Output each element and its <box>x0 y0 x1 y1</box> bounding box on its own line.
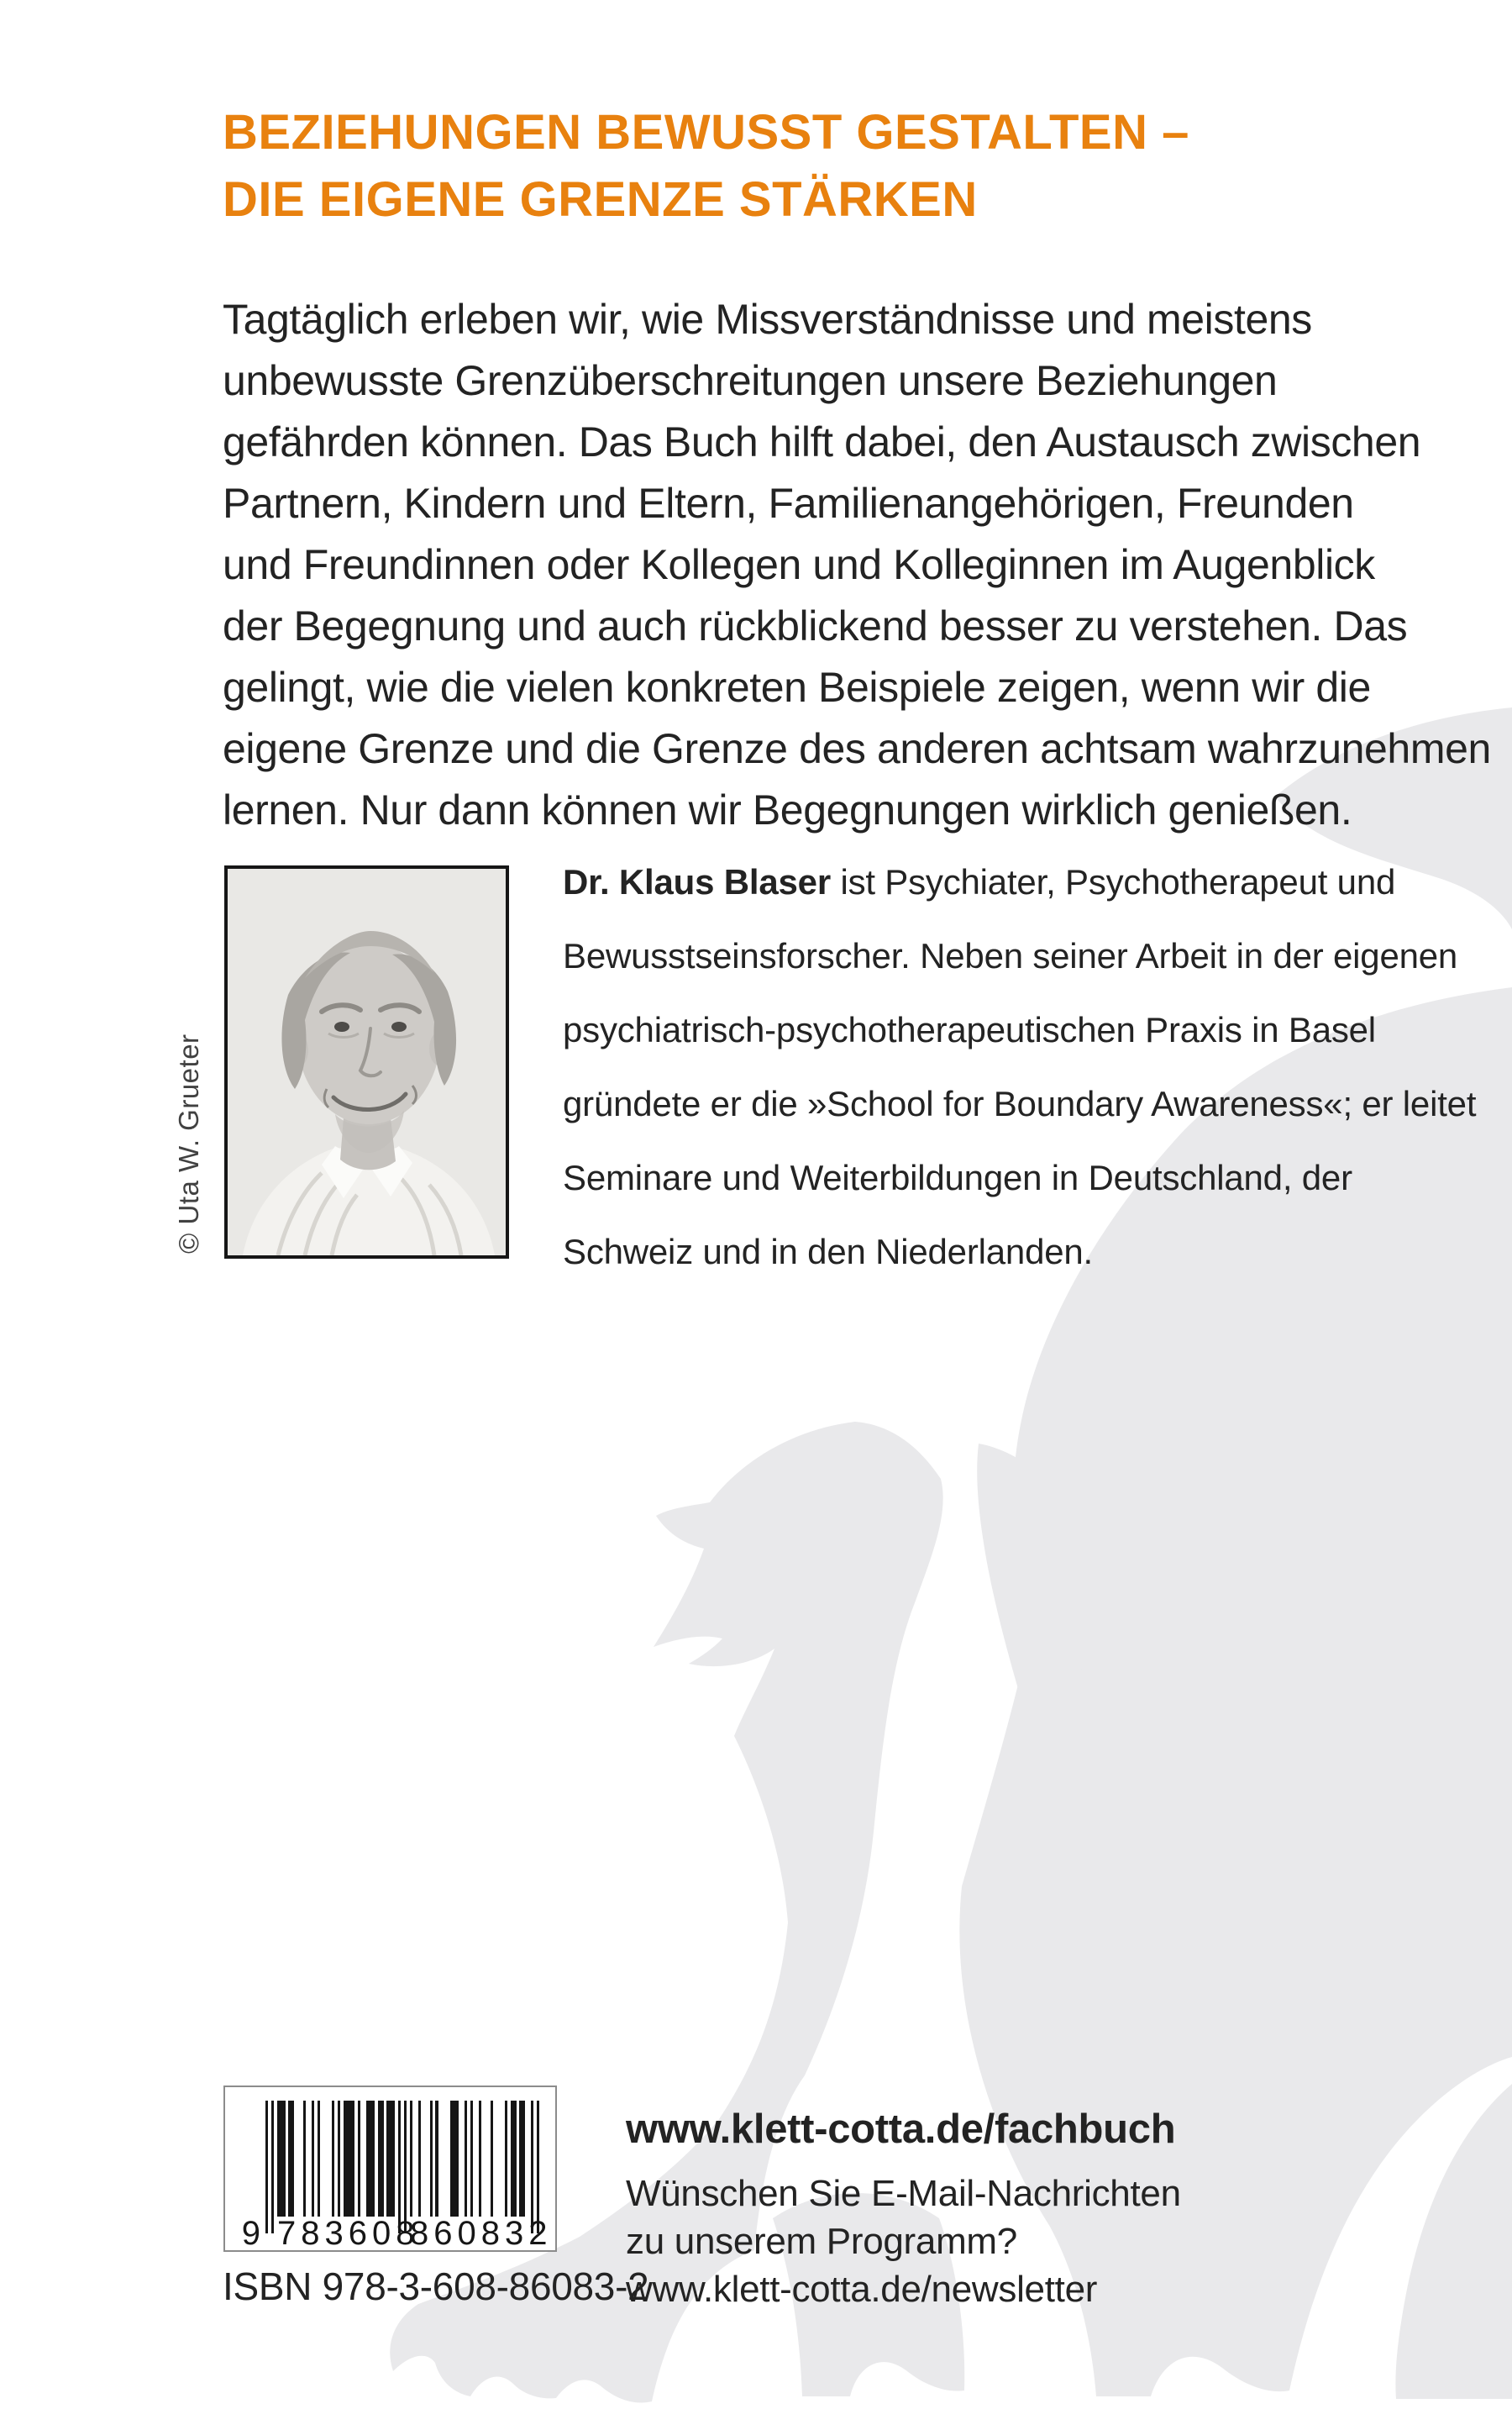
intro-line: unbewusste Grenzüberschreitungen unsere Beziehungen <box>223 357 1278 404</box>
photo-credit: © Uta W. Grueter <box>173 1034 204 1254</box>
intro-line: eigene Grenze und die Grenze des anderen achtsam wahrzunehmen <box>223 725 1491 772</box>
author-name: Dr. Klaus Blaser <box>563 862 831 902</box>
intro-paragraph <box>223 289 1491 841</box>
bio-line: Schweiz und in den Niederlanden. <box>563 1232 1094 1271</box>
bio-line-rest: ist Psychiater, Psychotherapeut und <box>830 862 1396 902</box>
ean-barcode <box>223 2086 557 2252</box>
isbn-label: ISBN 978-3-608-86083-2 <box>223 2264 649 2308</box>
bio-line: gründete er die »School for Boundary Awareness«; er leitet <box>563 1084 1477 1123</box>
page-title <box>223 99 1189 234</box>
newsletter-line: zu unserem Programm? <box>626 2221 1017 2262</box>
author-portrait-illustration <box>228 869 506 1255</box>
intro-line: der Begegnung und auch rückblickend besser zu verstehen. Das <box>223 602 1408 650</box>
intro-line: lernen. Nur dann können wir Begegnungen wirklich genießen. <box>223 786 1352 834</box>
author-photo <box>224 865 509 1259</box>
barcode-digits <box>241 2215 553 2252</box>
intro-line: gefährden können. Das Buch hilft dabei, den Austausch zwischen <box>223 418 1421 465</box>
bio-line: psychiatrisch-psychotherapeutischen Praxis in Basel <box>563 1010 1376 1049</box>
bio-line <box>563 845 1476 919</box>
bio-line: Bewusstseinsforscher. Neben seiner Arbeit in der eigenen <box>563 936 1458 976</box>
page-title-line1: BEZIEHUNGEN BEWUSST GESTALTEN – <box>223 105 1189 160</box>
barcode-digit-group2: 860832 <box>410 2215 553 2252</box>
newsletter-line: Wünschen Sie E-Mail-Nachrichten <box>626 2173 1181 2214</box>
newsletter-url: www.klett-cotta.de/newsletter <box>626 2269 1098 2310</box>
bio-line: Seminare und Weiterbildungen in Deutschland, der <box>563 1158 1352 1197</box>
intro-line: gelingt, wie die vielen konkreten Beispiele zeigen, wenn wir die <box>223 664 1371 711</box>
intro-line: Tagtäglich erleben wir, wie Missverständnisse und meistens <box>223 296 1312 343</box>
fachbuch-url: www.klett-cotta.de/fachbuch <box>626 2107 1176 2152</box>
intro-line: Partnern, Kindern und Eltern, Familienangehörigen, Freunden <box>223 480 1354 527</box>
author-bio <box>563 845 1476 1289</box>
barcode-bars <box>265 2101 539 2233</box>
page-title-line2: DIE EIGENE GRENZE STÄRKEN <box>223 172 978 227</box>
barcode-digit-group1: 783608 <box>277 2215 420 2252</box>
newsletter-block <box>626 2170 1181 2313</box>
intro-line: und Freundinnen oder Kollegen und Kolleginnen im Augenblick <box>223 541 1375 588</box>
barcode-digit-lead: 9 <box>241 2215 260 2252</box>
